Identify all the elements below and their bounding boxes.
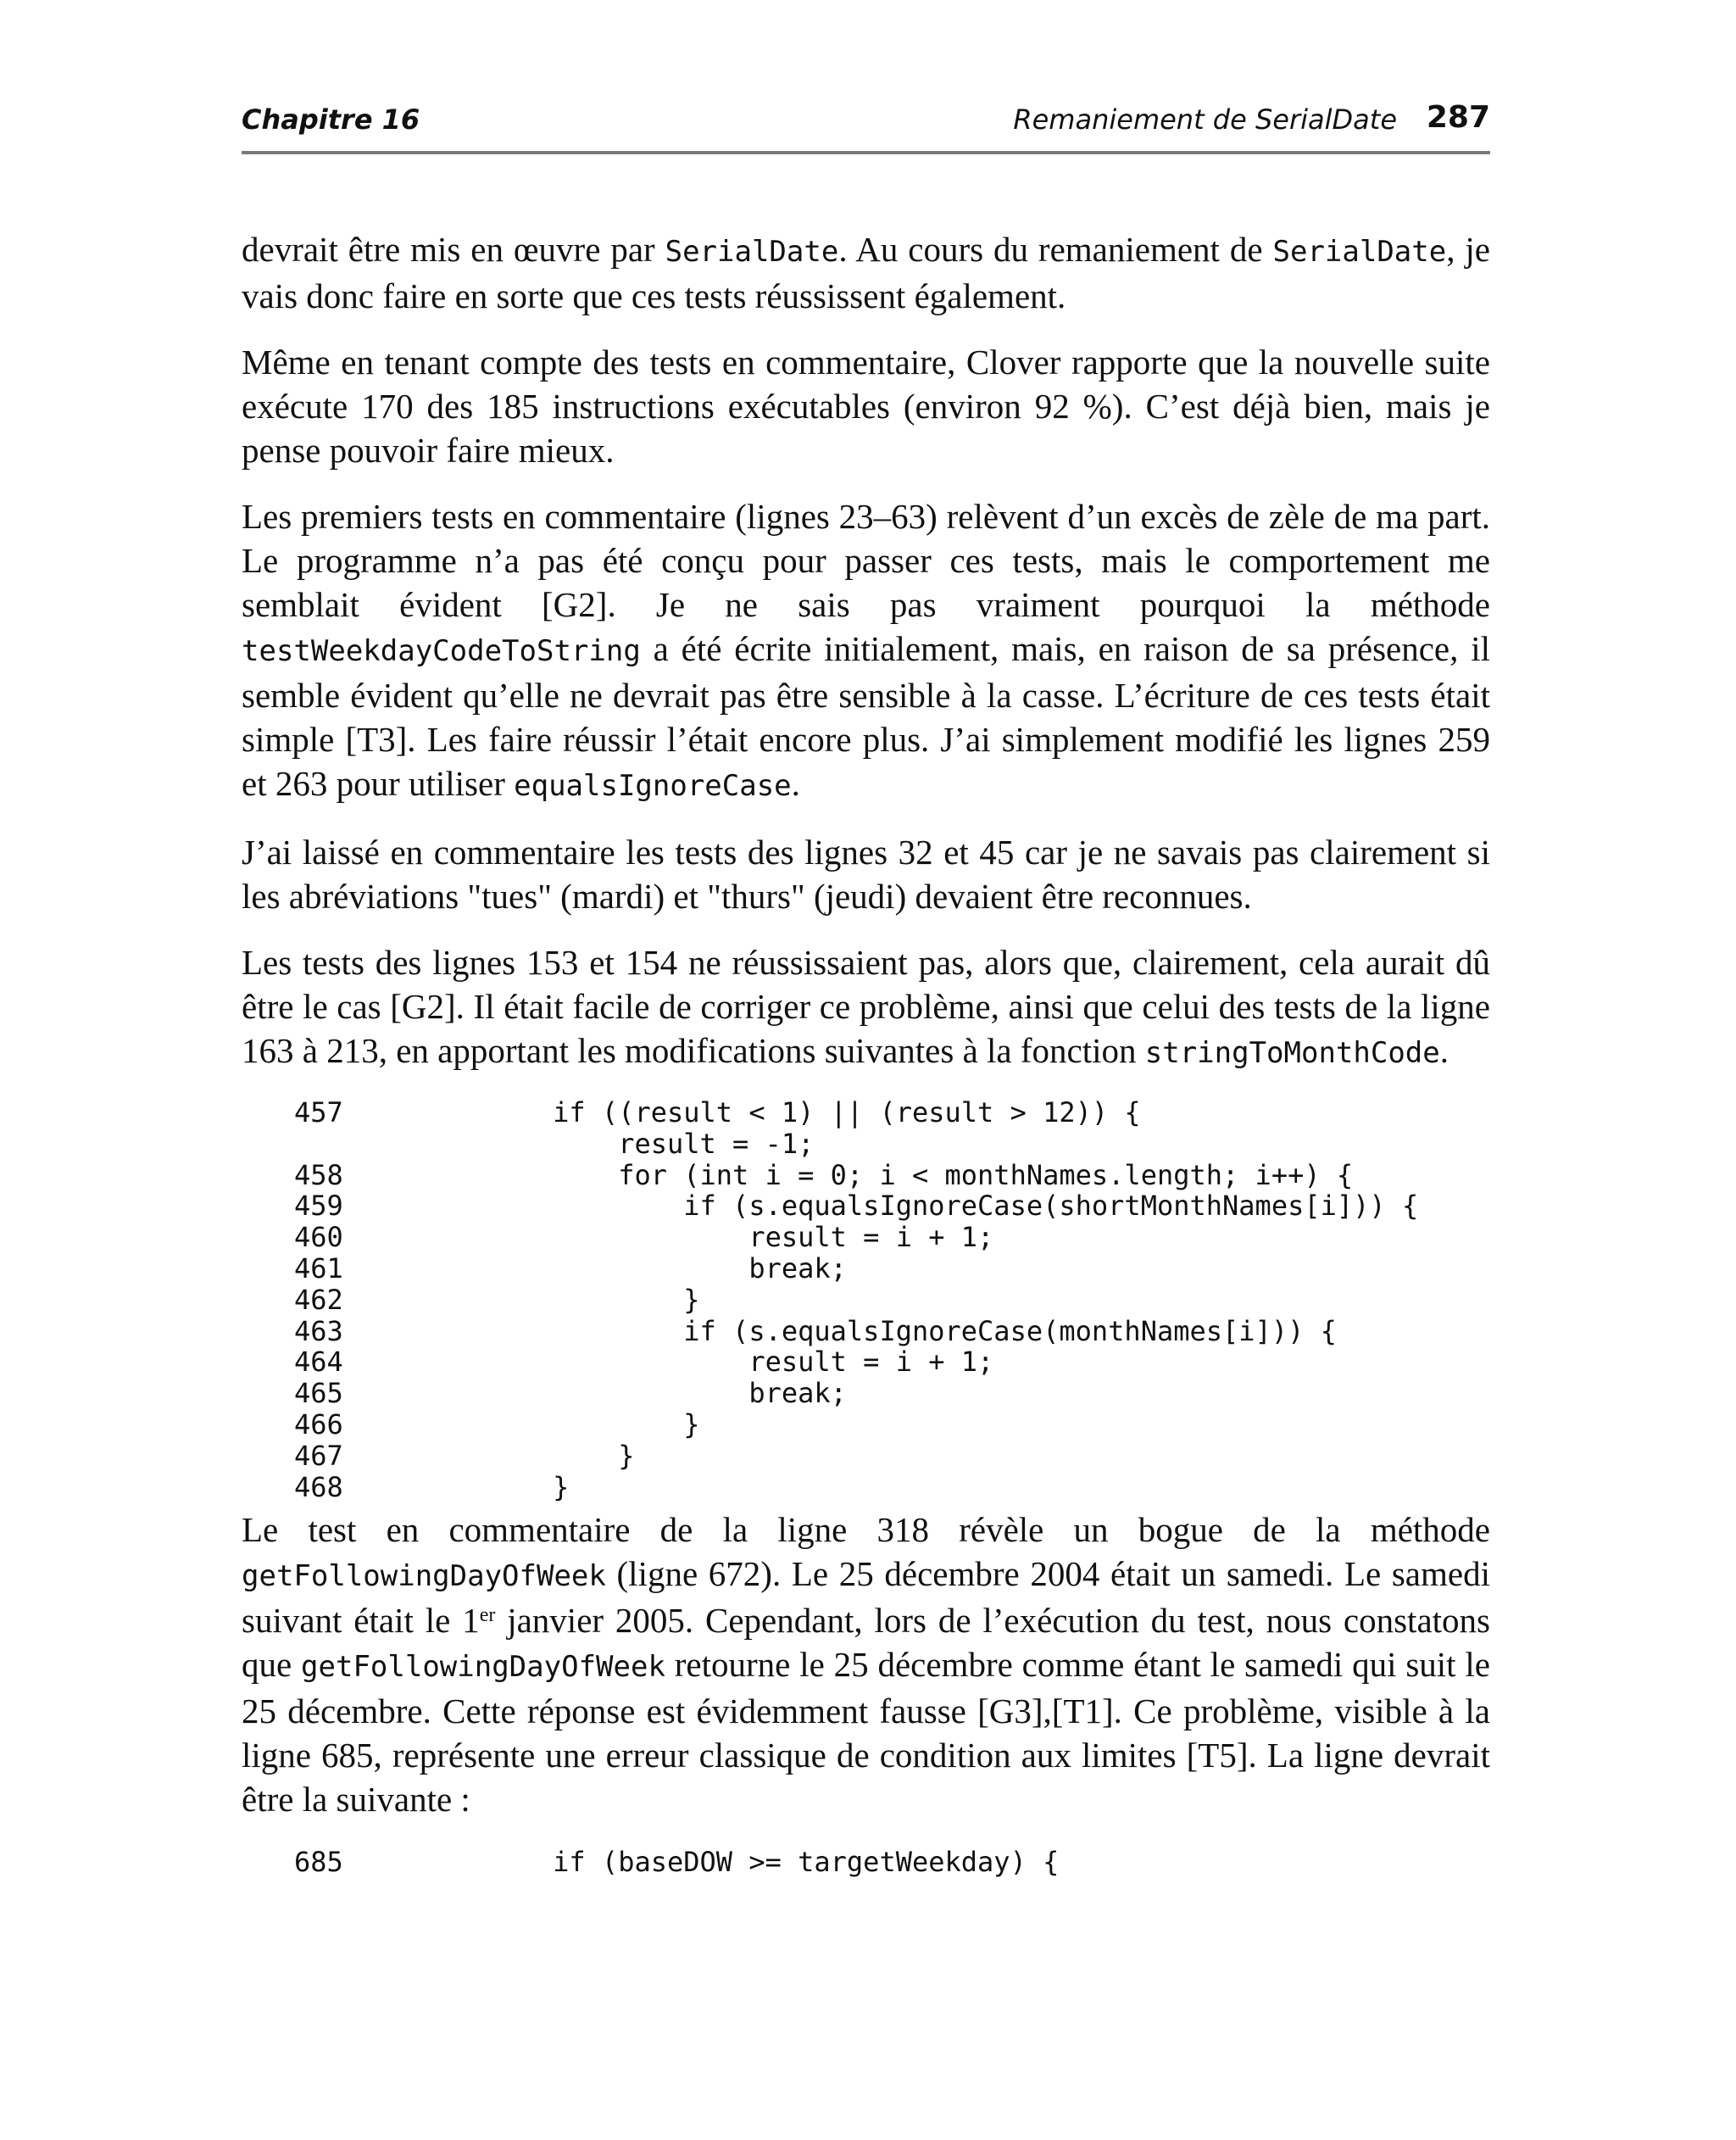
text: a été écrite initialement, mais, en raison de sa présence, il semble évident qu’elle ne devrait pas être sensible à la casse. L’écriture de ces tests était simple [T3]. Les faire réussir l’était encore plus. J’ai simplement modifié les lignes 259 et 263 pour utiliser — [242, 629, 1490, 803]
code-text: } — [422, 1470, 570, 1503]
text: . — [791, 764, 800, 803]
code-line — [242, 1847, 1490, 1878]
text: devrait être mis en œuvre par — [242, 230, 665, 269]
code-inline: SerialDate — [665, 235, 839, 269]
text: Les premiers tests en commentaire (lignes 23–63) relèvent d’un excès de zèle de ma part. Le programme n’a pas été conçu pour passer ces tests, mais le comportement me semblait évident [G2]. Je ne sais pas vraiment pourquoi la méthode — [242, 497, 1490, 624]
line-number: 468 — [294, 1470, 343, 1503]
code-line — [242, 1409, 1490, 1441]
running-header — [242, 100, 1490, 151]
paragraph-5 — [242, 940, 1490, 1075]
line-number: 461 — [294, 1251, 343, 1285]
paragraph-6 — [242, 1507, 1490, 1821]
paragraph-2 — [242, 340, 1490, 472]
paragraph-4 — [242, 830, 1490, 918]
code-line — [242, 1222, 1490, 1253]
code-line — [242, 1316, 1490, 1347]
code-line — [242, 1285, 1490, 1316]
header-rule — [242, 151, 1490, 154]
text: Les tests des lignes 153 et 154 ne réussissaient pas, alors que, clairement, cela aurait dû être le cas [G2]. Il était facile de corriger ce problème, ainsi que celui des tests de la ligne 163 à 213, en apportant les modifications suivantes à la fonction — [242, 943, 1490, 1070]
line-number: 460 — [294, 1221, 343, 1254]
code-line — [242, 1190, 1490, 1222]
line-number: 463 — [294, 1314, 343, 1347]
line-number — [242, 1129, 422, 1160]
code-inline: equalsIgnoreCase — [514, 769, 792, 803]
paragraph-3 — [242, 494, 1490, 808]
line-number: 465 — [294, 1377, 343, 1410]
code-line — [242, 1472, 1490, 1503]
text: , je vais donc faire en sorte que ces tests réussissent également. — [242, 230, 1490, 315]
code-text: if ((result < 1) || (result > 12)) { — [422, 1096, 1141, 1129]
line-number: 685 — [294, 1846, 343, 1879]
line-number: 457 — [294, 1096, 343, 1129]
line-number: 458 — [294, 1158, 343, 1191]
code-line — [242, 1253, 1490, 1285]
page-body — [242, 227, 1490, 1883]
code-text: } — [422, 1283, 700, 1316]
code-text: for (int i = 0; i < monthNames.length; i++) { — [422, 1158, 1354, 1191]
line-number: 467 — [294, 1439, 343, 1472]
code-line — [242, 1097, 1490, 1129]
page-number: 287 — [1426, 100, 1490, 135]
section-title: Remaniement de SerialDate — [1013, 103, 1397, 136]
code-text: result = i + 1; — [422, 1346, 994, 1379]
code-text: if (baseDOW >= targetWeekday) { — [422, 1846, 1060, 1879]
code-inline: SerialDate — [1272, 235, 1447, 269]
text: Le test en commentaire de la ligne 318 révèle un bogue de la méthode — [242, 1510, 1490, 1550]
code-line — [242, 1129, 1490, 1160]
code-inline: getFollowingDayOfWeek — [301, 1650, 665, 1685]
code-text: break; — [422, 1377, 847, 1410]
code-listing-2 — [242, 1847, 1490, 1878]
line-number: 462 — [294, 1283, 343, 1316]
text: retourne le 25 décembre comme étant le samedi qui suit le 25 décembre. Cette réponse est évidemment fausse [G3],[T1]. Ce problème, visible à la ligne 685, représente une erreur classique de condition aux limites [T5]. La ligne devrait être la suivante : — [242, 1645, 1490, 1820]
code-text: result = i + 1; — [422, 1221, 994, 1254]
text: Même en tenant compte des tests en commentaire, Clover rapporte que la nouvelle suite exécute 170 des 185 instructions exécutables (environ 92 %). C’est déjà bien, mais je pense pouvoir faire mieux. — [242, 343, 1490, 470]
line-number: 464 — [294, 1346, 343, 1379]
text: (ligne 672). Le 25 décembre 2004 était un samedi. Le samedi suivant était le 1 — [242, 1554, 1490, 1641]
text: . — [1439, 1031, 1449, 1070]
code-line — [242, 1160, 1490, 1191]
code-inline: testWeekdayCodeToString — [242, 634, 641, 668]
code-text: if (s.equalsIgnoreCase(shortMonthNames[i])) { — [422, 1190, 1419, 1223]
code-line — [242, 1346, 1490, 1378]
paragraph-1 — [242, 227, 1490, 318]
code-text: break; — [422, 1251, 847, 1285]
code-line — [242, 1441, 1490, 1472]
code-line — [242, 1378, 1490, 1409]
text: . Au cours du remaniement de — [838, 230, 1273, 269]
code-text: result = -1; — [422, 1127, 815, 1160]
code-text: if (s.equalsIgnoreCase(monthNames[i])) { — [422, 1314, 1337, 1347]
text: J’ai laissé en commentaire les tests des lignes 32 et 45 car je ne savais pas clairement si les abréviations "tues" (mardi) et "thurs" (jeudi) devaient être reconnues. — [242, 833, 1490, 916]
code-text: } — [422, 1407, 700, 1441]
line-number: 466 — [294, 1407, 343, 1441]
code-listing-1 — [242, 1097, 1490, 1502]
chapter-label: Chapitre 16 — [242, 103, 420, 136]
code-inline: getFollowingDayOfWeek — [242, 1559, 606, 1594]
superscript: er — [479, 1604, 496, 1627]
line-number: 459 — [294, 1190, 343, 1223]
text: janvier 2005. Cependant, lors de l’exécution du test, nous constatons que — [242, 1601, 1490, 1685]
code-text: } — [422, 1439, 635, 1472]
code-inline: stringToMonthCode — [1144, 1036, 1440, 1070]
